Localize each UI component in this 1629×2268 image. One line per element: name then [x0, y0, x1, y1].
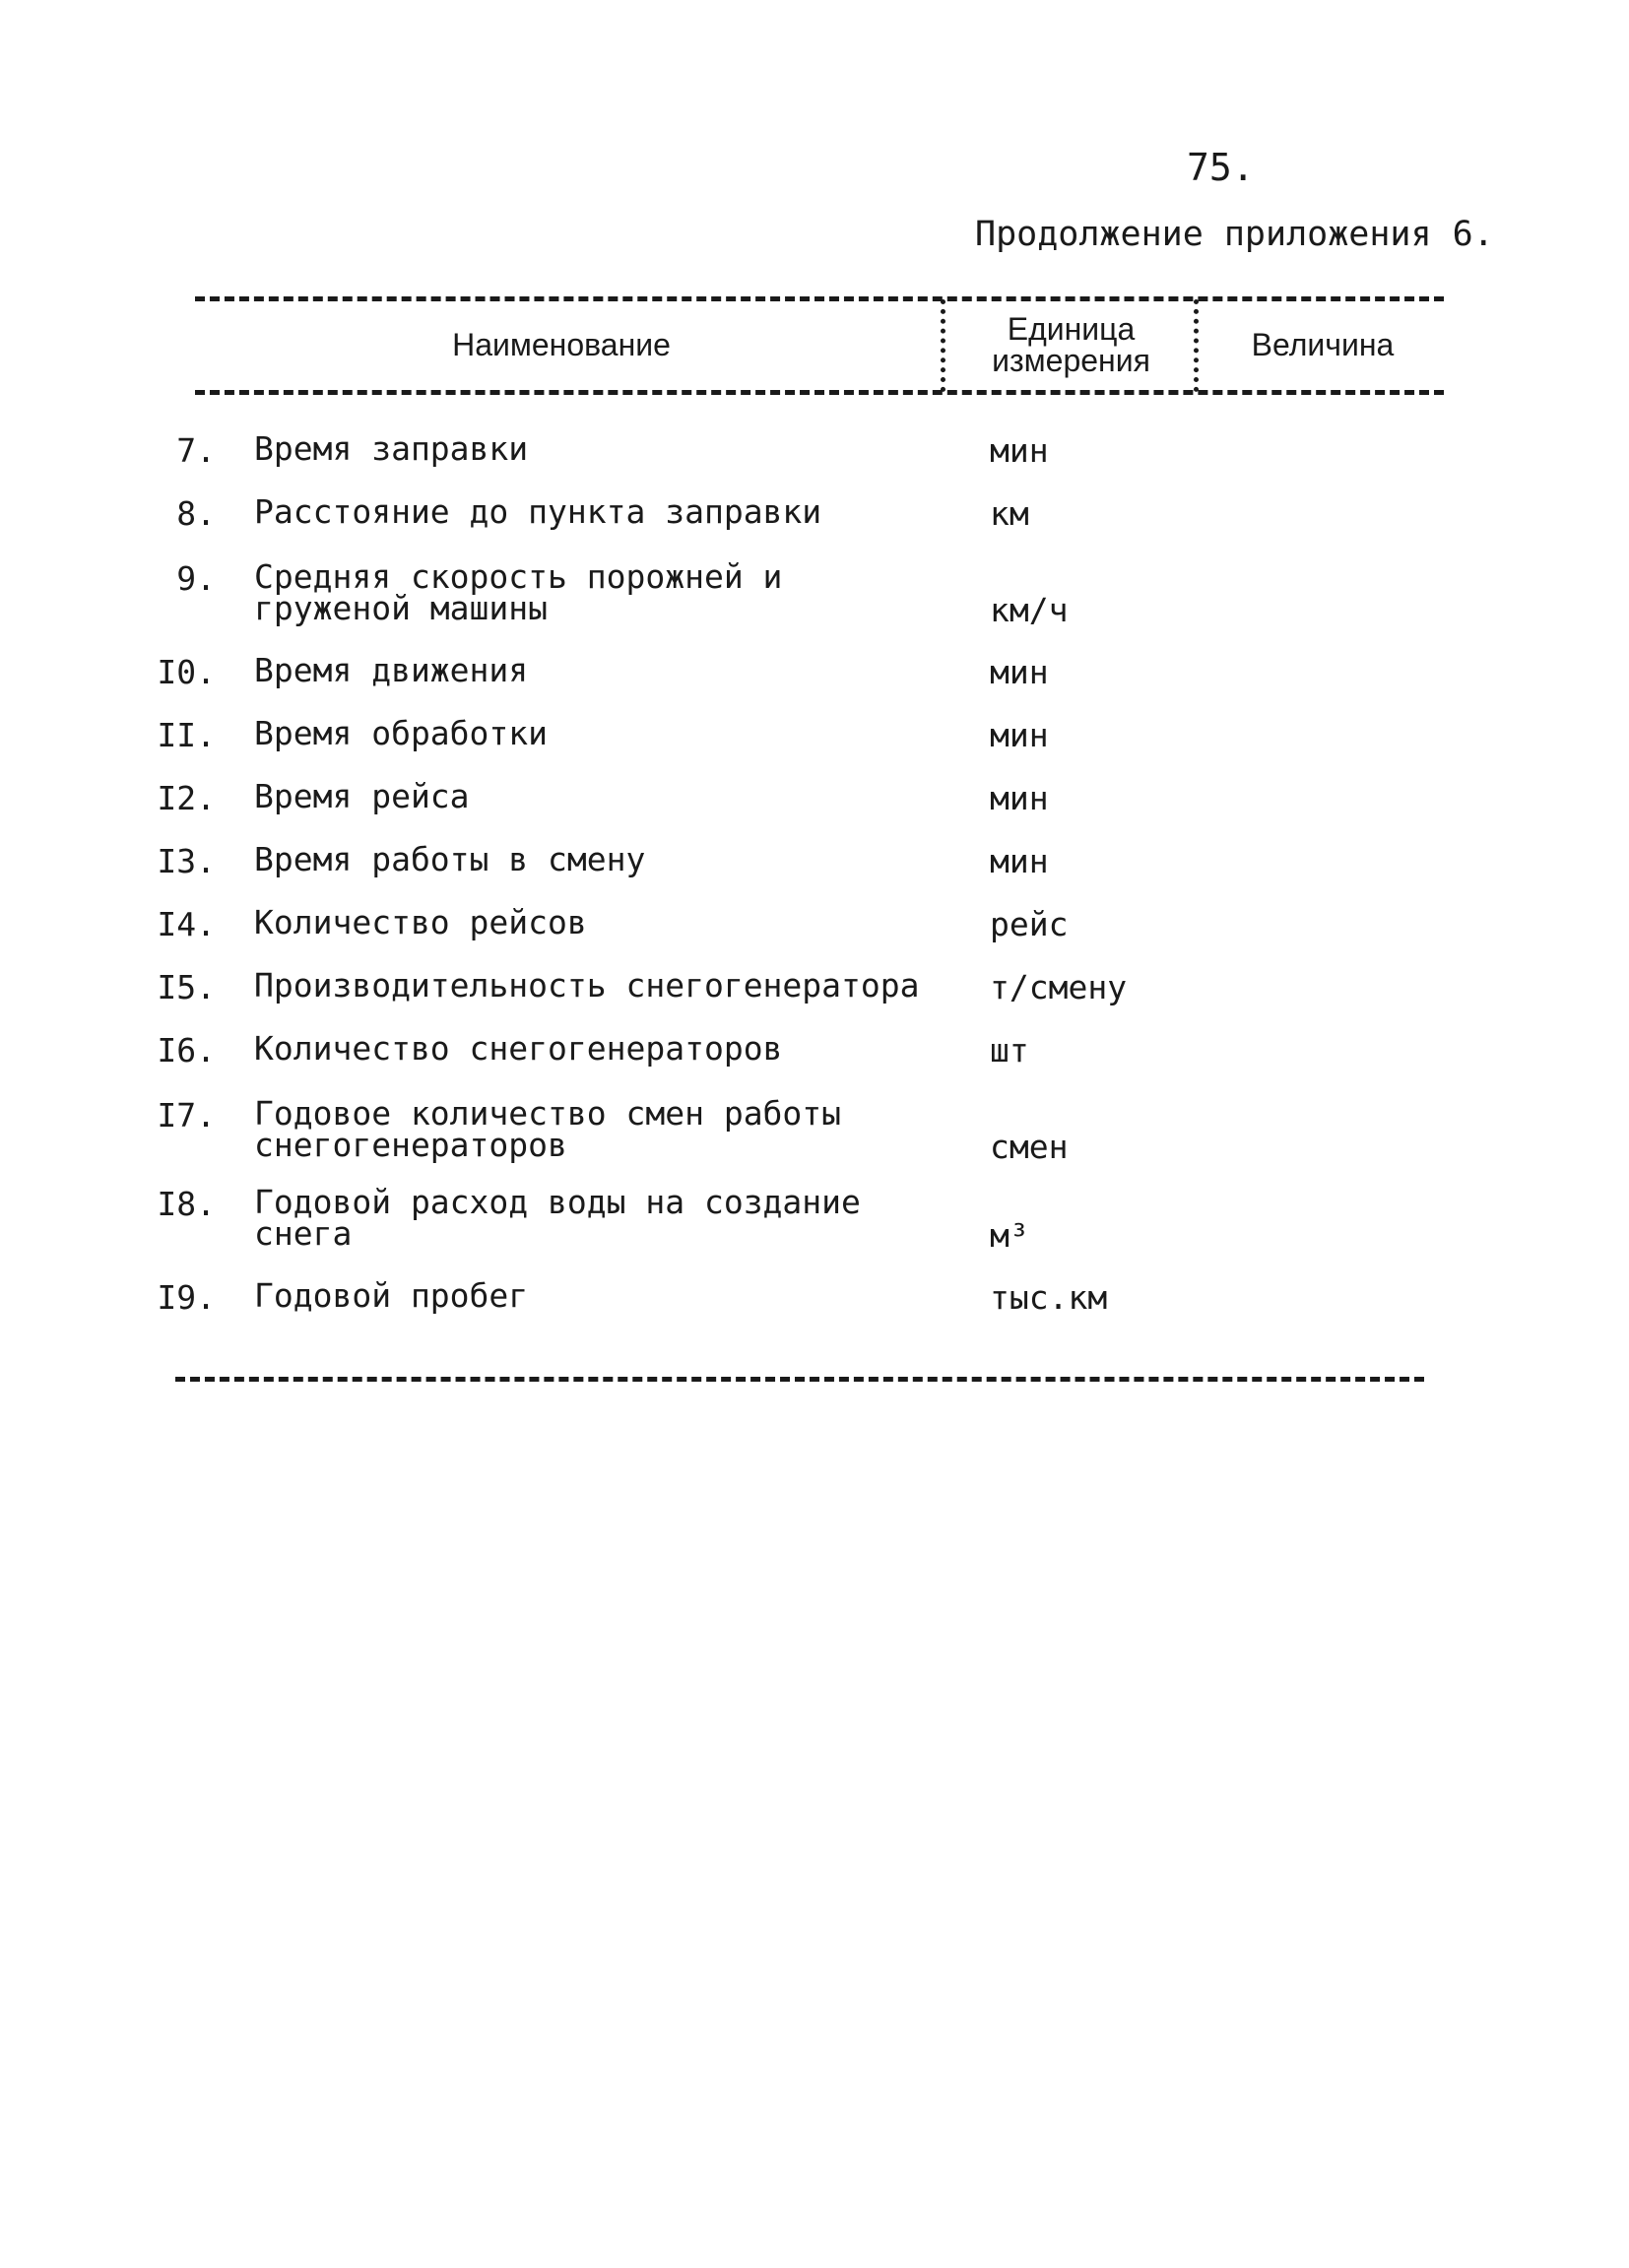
row-label: Годовое количество смен работы снегогенераторов	[254, 1094, 842, 1164]
row-unit: мин	[990, 431, 1049, 470]
row-unit: шт	[990, 1031, 1029, 1069]
column-separator-2	[1194, 299, 1199, 392]
row-unit: смен	[990, 1128, 1069, 1166]
row-number: I6.	[157, 1031, 216, 1069]
row-number: I7.	[157, 1096, 216, 1134]
row-label: Количество снегогенераторов	[254, 1029, 783, 1068]
continuation-heading: Продолжение приложения 6.	[975, 215, 1494, 254]
row-number: I9.	[157, 1278, 216, 1317]
row-number: II.	[157, 716, 216, 754]
row-label: Время движения	[254, 651, 529, 689]
table-top-rule	[195, 296, 1444, 301]
row-label: Расстояние до пункта заправки	[254, 492, 822, 531]
row-label: Годовой расход воды на создание снега	[254, 1183, 861, 1253]
row-number: 7.	[176, 431, 216, 470]
row-unit: мин	[990, 653, 1049, 691]
row-number: I2.	[157, 779, 216, 817]
row-label: Время рейса	[254, 777, 470, 815]
row-unit: мин	[990, 779, 1049, 817]
row-number: I0.	[157, 653, 216, 691]
page-number: 75.	[1187, 146, 1255, 189]
row-unit: км	[990, 494, 1029, 533]
row-unit: т/смену	[990, 968, 1128, 1006]
table-bottom-rule	[175, 1377, 1424, 1382]
row-label: Производительность снегогенератора	[254, 966, 920, 1004]
row-unit: рейс	[990, 905, 1069, 943]
header-unit-line1: Единица	[1007, 311, 1136, 347]
row-unit: м³	[990, 1216, 1029, 1255]
header-unit	[960, 313, 1182, 376]
row-unit: км/ч	[990, 591, 1069, 629]
row-label: Время обработки	[254, 714, 549, 752]
table-header-rule	[195, 390, 1444, 395]
row-number: I3.	[157, 842, 216, 880]
column-separator-1	[941, 299, 945, 392]
row-number: 8.	[176, 494, 216, 533]
row-number: I4.	[157, 905, 216, 943]
row-unit: мин	[990, 842, 1049, 880]
row-number: I8.	[157, 1185, 216, 1223]
header-name: Наименование	[452, 327, 671, 362]
row-unit: мин	[990, 716, 1049, 754]
row-number: I5.	[157, 968, 216, 1006]
row-unit: тыс.км	[990, 1278, 1108, 1317]
row-number: 9.	[176, 559, 216, 598]
row-label: Средняя скорость порожней и груженой машины	[254, 557, 783, 627]
header-unit-line2: измерения	[992, 343, 1150, 378]
row-label: Время заправки	[254, 429, 529, 468]
row-label: Время работы в смену	[254, 840, 646, 878]
row-label: Годовой пробег	[254, 1276, 529, 1315]
header-value: Величина	[1251, 327, 1395, 362]
row-label: Количество рейсов	[254, 903, 587, 941]
